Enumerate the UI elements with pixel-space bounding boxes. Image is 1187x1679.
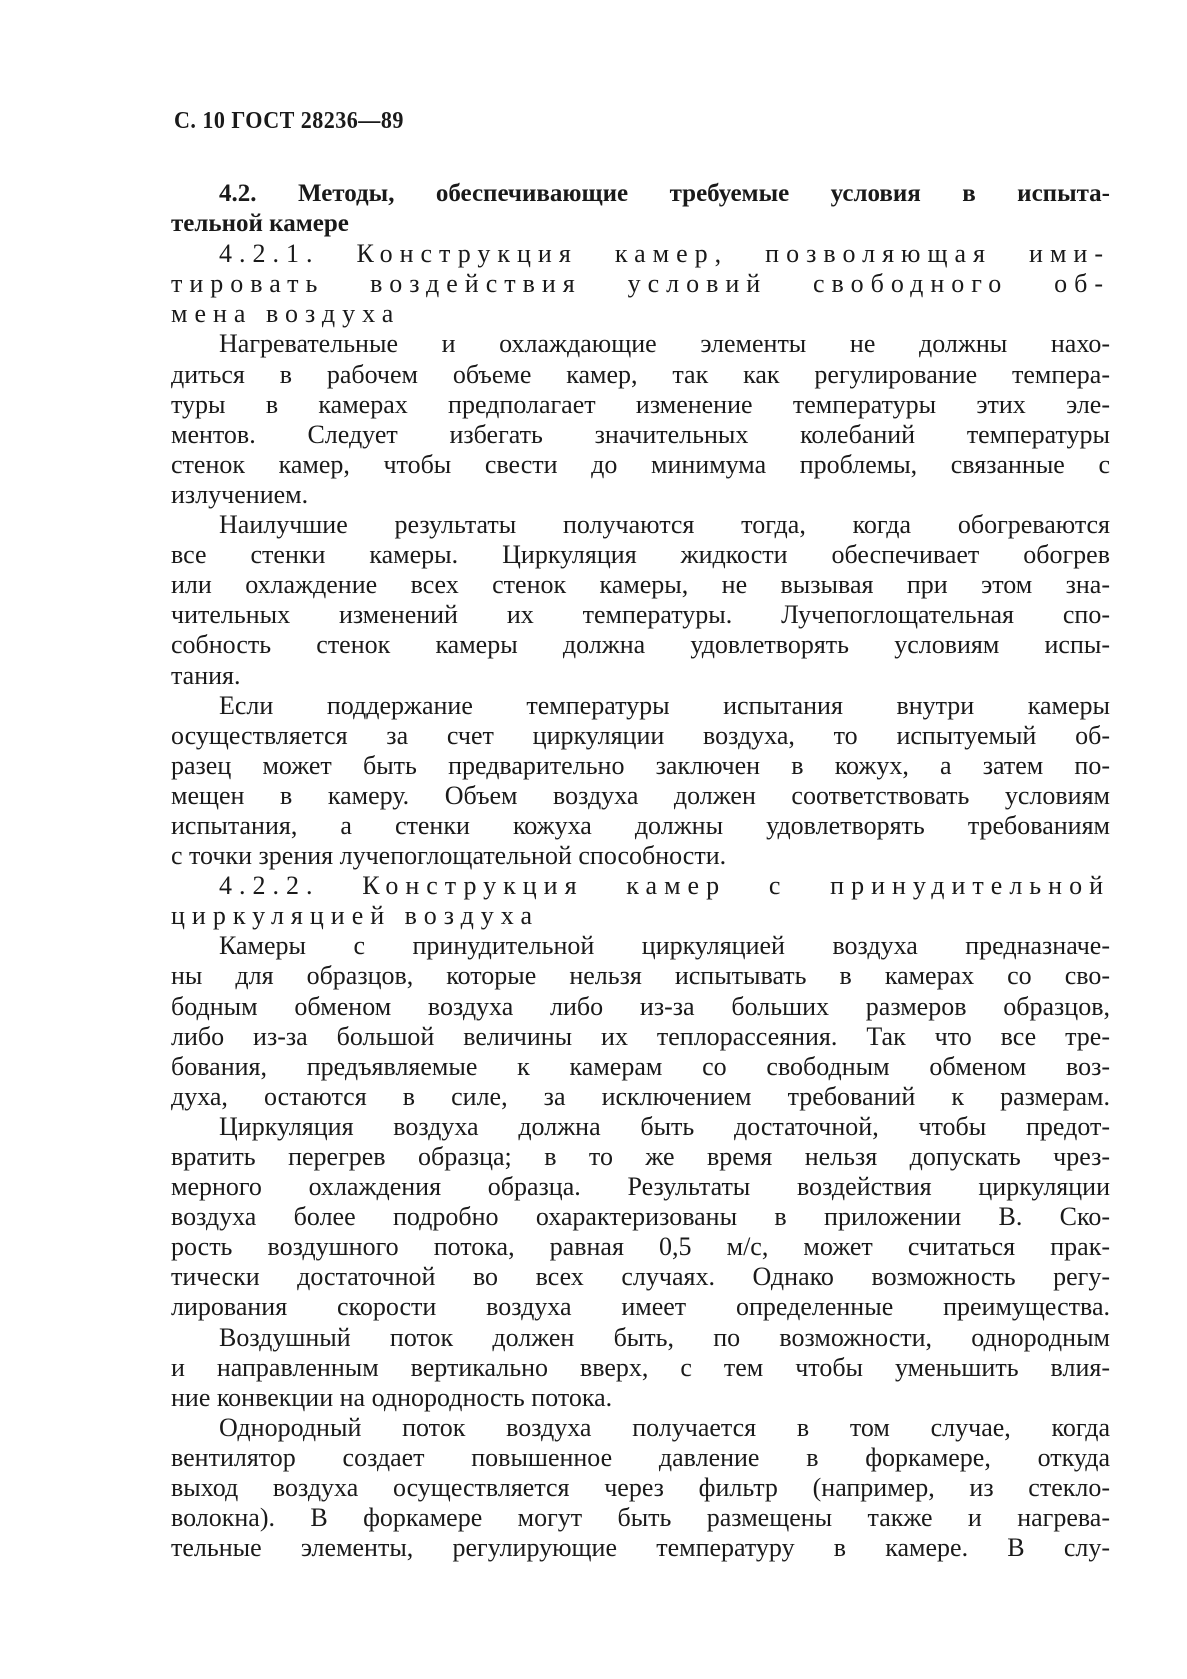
text-line: волокна). В форкамере могут быть размещены также и нагрева- (171, 1503, 1110, 1533)
text-line: разец может быть предварительно заключен в кожух, а затем по- (171, 750, 1110, 780)
text-line: собность стенок камеры должна удовлетворять условиям испы- (171, 630, 1110, 660)
text-line: вентилятор создает повышенное давление в форкамере, откуда (171, 1442, 1110, 1472)
text-line: с точки зрения лучепоглощательной способности. (171, 841, 727, 871)
text-line: либо из-за большой величины их теплорассеяния. Так что все тре- (171, 1021, 1110, 1051)
text-line: Камеры с принудительной циркуляцией воздуха предназначе- (219, 931, 1110, 961)
text-line: выход воздуха осуществляется через фильтр (например, из стекло- (171, 1473, 1110, 1503)
text-line: тически достаточной во всех случаях. Однако возможность регу- (171, 1262, 1110, 1292)
subsection-heading-line: мена воздуха (171, 299, 401, 329)
document-body (171, 179, 1110, 1563)
text-line: бования, предъявляемые к камерам со свободным обменом воз- (171, 1051, 1110, 1081)
text-line: стенок камер, чтобы свести до минимума проблемы, связанные с (171, 449, 1110, 479)
section-heading-line: тельной камере (171, 210, 349, 238)
subsection-heading-line: циркуляцией воздуха (171, 901, 539, 931)
text-line: лирования скорости воздуха имеет определенные преимущества. (171, 1292, 1110, 1322)
text-line: ны для образцов, которые нельзя испытывать в камерах со сво- (171, 961, 1110, 991)
text-line: испытания, а стенки кожуха должны удовлетворять требованиям (171, 810, 1110, 840)
text-line: мерного охлаждения образца. Результаты воздействия циркуляции (171, 1172, 1110, 1202)
text-line: тельные элементы, регулирующие температуру в камере. В слу- (171, 1533, 1110, 1563)
text-line: Наилучшие результаты получаются тогда, когда обогреваются (219, 510, 1110, 540)
text-line: все стенки камеры. Циркуляция жидкости обеспечивает обогрев (171, 540, 1110, 570)
text-line: рость воздушного потока, равная 0,5 м/с, может считаться прак- (171, 1232, 1110, 1262)
text-line: или охлаждение всех стенок камеры, не вызывая при этом зна- (171, 570, 1110, 600)
text-line: диться в рабочем объеме камер, так как регулирование темпера- (171, 359, 1110, 389)
text-line: и направленным вертикально вверх, с тем чтобы уменьшить влия- (171, 1352, 1110, 1382)
section-heading-line: 4.2. Методы, обеспечивающие требуемые условия в испыта- (219, 180, 1110, 207)
text-line: духа, остаются в силе, за исключением требований к размерам. (171, 1081, 1110, 1111)
text-line: туры в камерах предполагает изменение температуры этих эле- (171, 389, 1110, 419)
text-line: осуществляется за счет циркуляции воздуха, то испытуемый об- (171, 720, 1110, 750)
text-line: Нагревательные и охлаждающие элементы не должны нахо- (219, 329, 1110, 359)
subsection-heading-line: 4.2.2. Конструкция камер с принудительной (219, 871, 1110, 901)
text-line: Однородный поток воздуха получается в том случае, когда (219, 1412, 1110, 1442)
page-header: С. 10 ГОСТ 28236—89 (174, 108, 404, 134)
subsection-heading-line: 4.2.1. Конструкция камер, позволяющая ими- (219, 239, 1110, 269)
text-line: воздуха более подробно охарактеризованы в приложении В. Ско- (171, 1202, 1110, 1232)
text-line: Воздушный поток должен быть, по возможности, однородным (219, 1322, 1110, 1352)
text-line: мещен в камеру. Объем воздуха должен соответствовать условиям (171, 780, 1110, 810)
text-line: бодным обменом воздуха либо из-за больших размеров образцов, (171, 991, 1110, 1021)
text-line: Циркуляция воздуха должна быть достаточной, чтобы предот- (219, 1111, 1110, 1141)
text-line: ние конвекции на однородность потока. (171, 1382, 613, 1412)
text-line: Если поддержание температуры испытания внутри камеры (219, 690, 1110, 720)
text-line: ментов. Следует избегать значительных колебаний температуры (171, 419, 1110, 449)
text-line: вратить перегрев образца; в то же время нельзя допускать чрез- (171, 1142, 1110, 1171)
text-line: излучением. (171, 479, 309, 509)
subsection-heading-line: тировать воздействия условий свободного об- (171, 269, 1110, 299)
text-line: тания. (171, 660, 241, 690)
text-line: чительных изменений их температуры. Лучепоглощательная спо- (171, 600, 1110, 630)
